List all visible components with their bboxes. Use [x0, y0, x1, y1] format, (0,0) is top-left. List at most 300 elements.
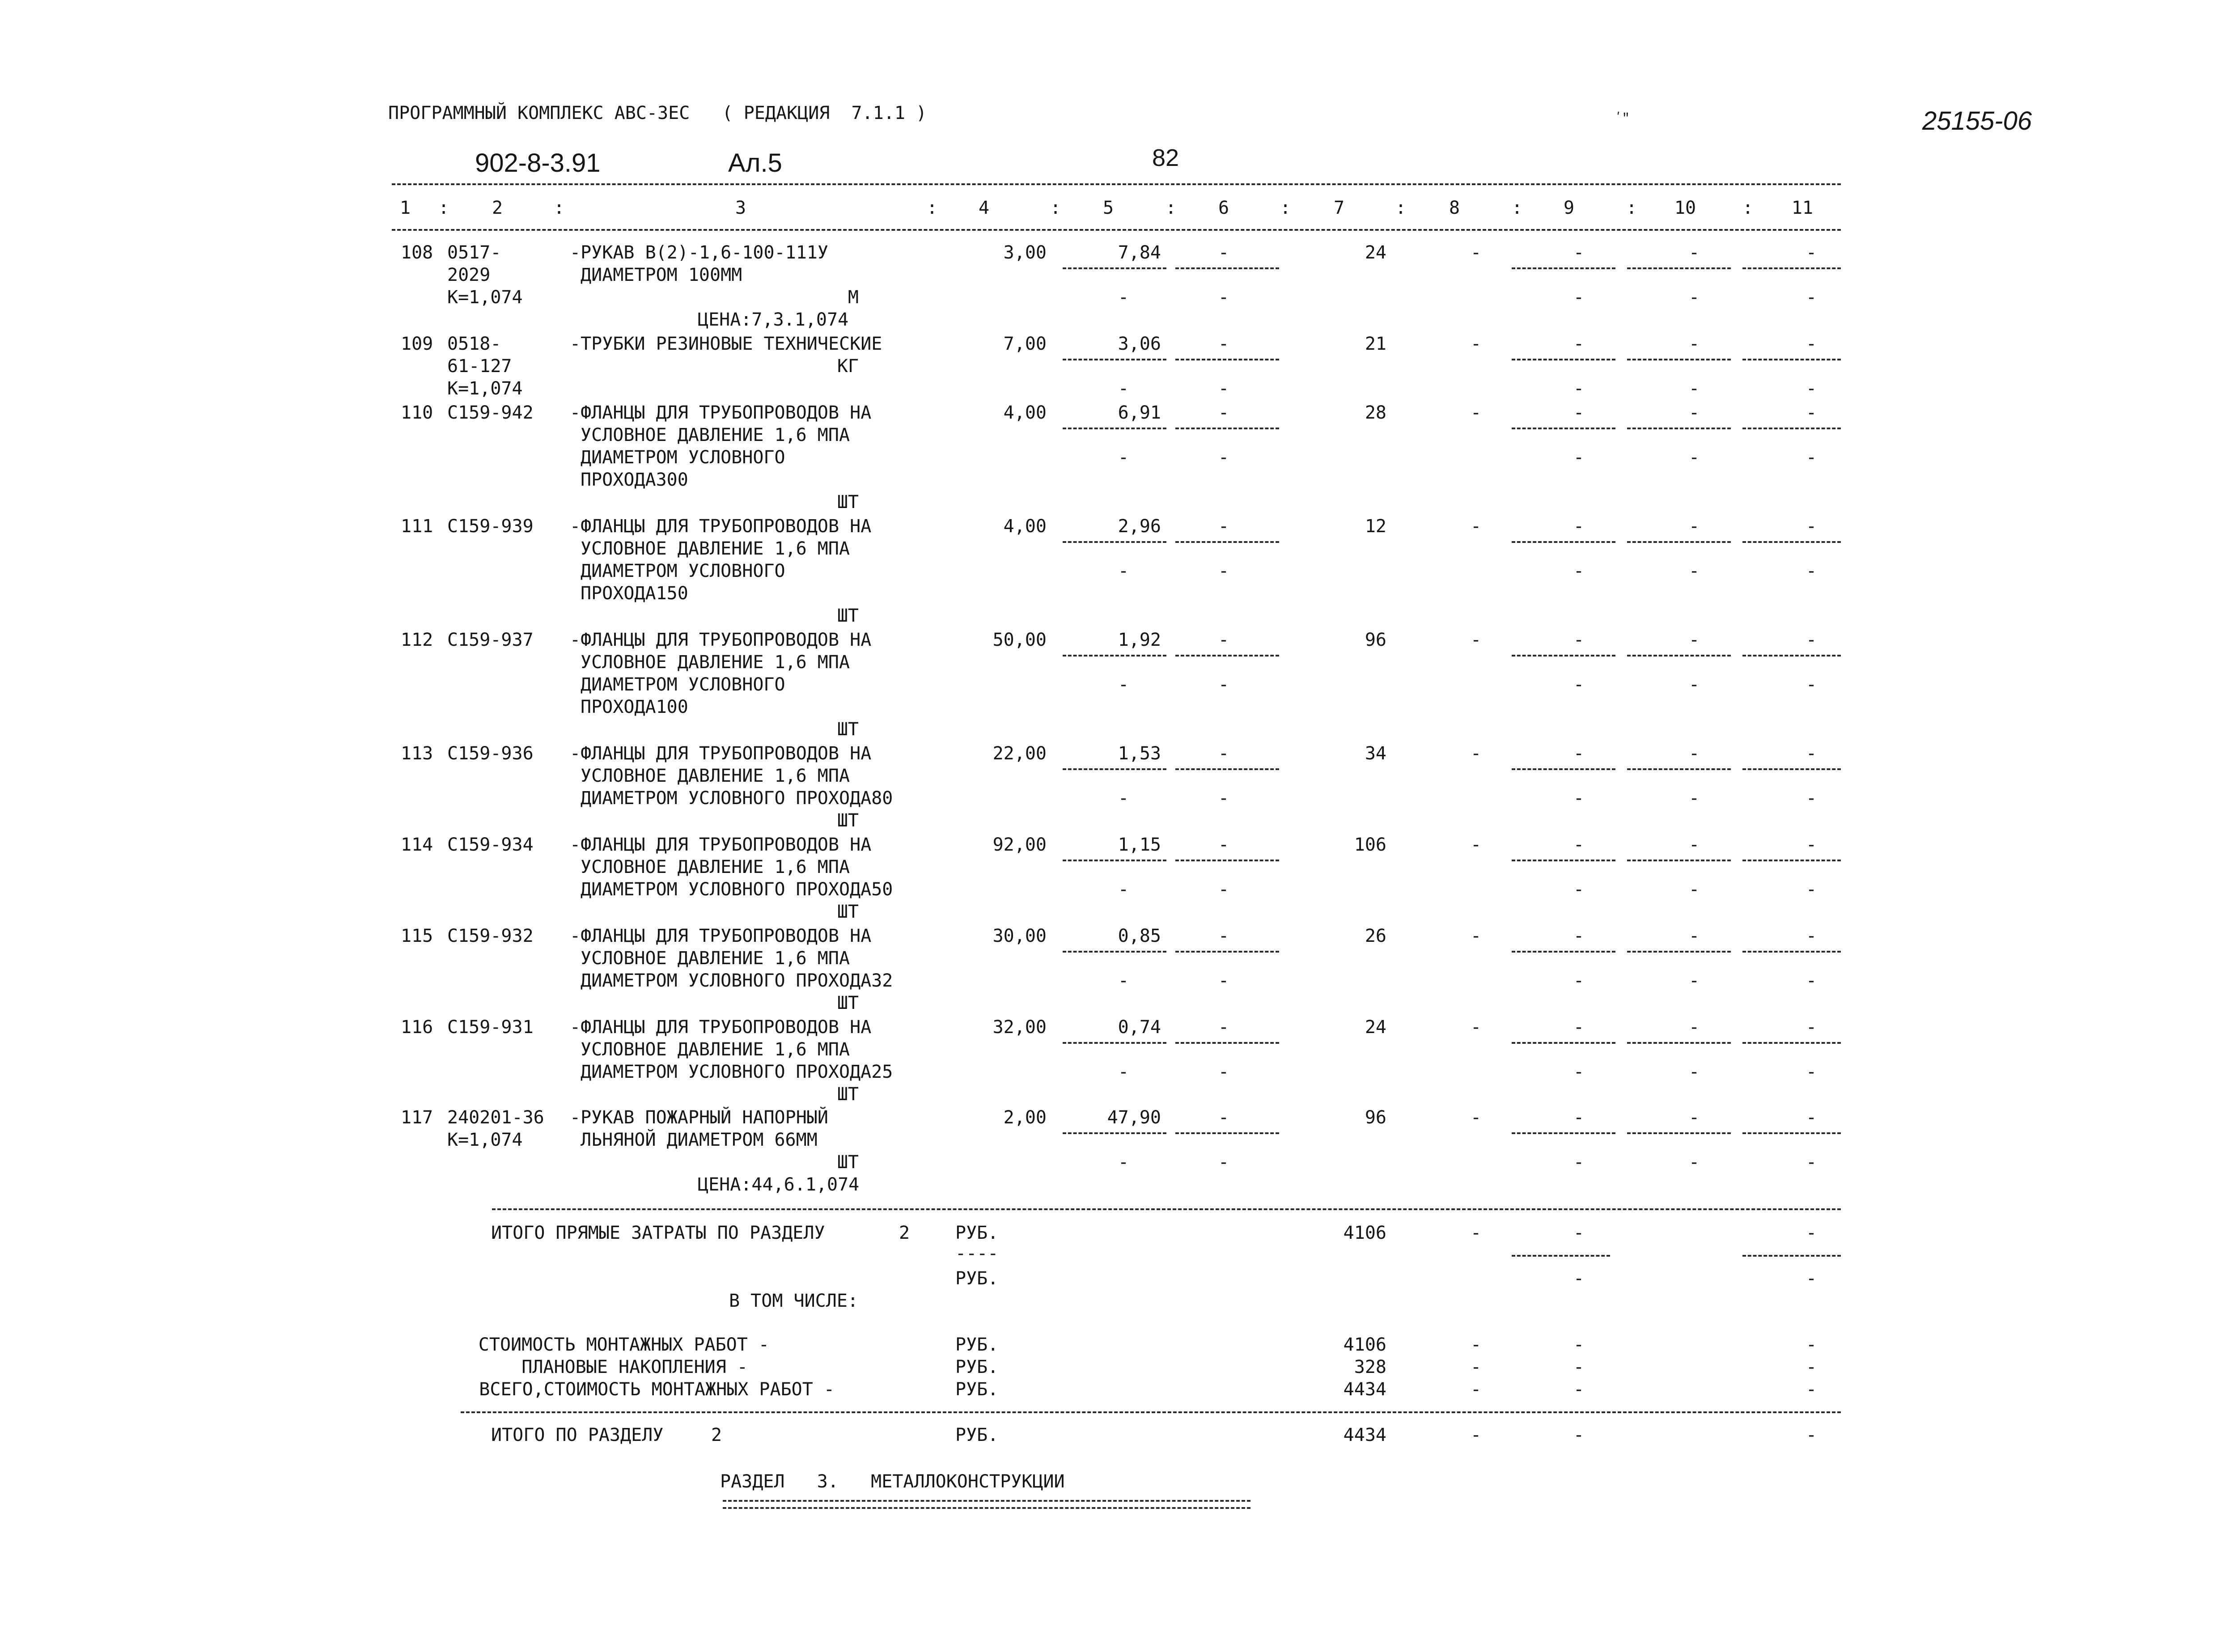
- column-header-6: 6: [1218, 198, 1229, 218]
- direct-costs-col11: -: [1806, 1223, 1817, 1243]
- row-subtotal-rule: [1512, 1132, 1615, 1134]
- row-col10: -: [1688, 242, 1700, 263]
- row-col9: -: [1573, 516, 1585, 537]
- archive-number: 25155-06: [1922, 106, 2032, 136]
- row-unit-price: 1,92: [1118, 630, 1161, 650]
- row-subtotal-rule: [1512, 951, 1615, 953]
- program-title: ПРОГРАММНЫЙ КОМПЛЕКС АВС-3ЕС ( РЕДАКЦИЯ 7.1.1 ): [388, 103, 927, 123]
- direct-costs-section: 2: [899, 1223, 910, 1243]
- row-total: 34: [1365, 743, 1386, 764]
- row-col10-b: -: [1688, 287, 1700, 308]
- row-col6-b: -: [1218, 1152, 1229, 1173]
- row-code-line: К=1,074: [447, 1130, 523, 1150]
- row-quantity: 4,00: [1003, 516, 1047, 537]
- row-description-line: -РУКАВ В(2)-1,6-100-111У: [570, 242, 828, 263]
- install-cost-label: СТОИМОСТЬ МОНТАЖНЫХ РАБОТ -: [478, 1334, 769, 1355]
- row-subtotal-rule: [1063, 359, 1166, 360]
- column-separator: :: [1395, 198, 1407, 218]
- row-description-line: -ФЛАНЦЫ ДЛЯ ТРУБОПРОВОДОВ НА: [570, 630, 872, 650]
- row-col5-b: -: [1118, 1152, 1129, 1173]
- direct-costs-currency-rule: ----: [955, 1243, 999, 1264]
- row-subtotal-rule: [1063, 860, 1166, 861]
- row-description-line: ДИАМЕТРОМ УСЛОВНОГО ПРОХОДА32: [581, 970, 893, 991]
- row-total: 26: [1365, 926, 1386, 946]
- row-col11: -: [1806, 242, 1817, 263]
- row-quantity: 7,00: [1003, 334, 1047, 354]
- row-subtotal-rule: [1175, 951, 1279, 953]
- row-col6: -: [1218, 834, 1229, 855]
- install-cost-col9: -: [1573, 1334, 1585, 1355]
- row-col6: -: [1218, 242, 1229, 263]
- table-top-rule: [392, 183, 1841, 185]
- column-header-2: 2: [492, 198, 503, 218]
- row-col11: -: [1806, 743, 1817, 764]
- row-col9: -: [1573, 926, 1585, 946]
- row-total: 21: [1365, 334, 1386, 354]
- row-price-note: ЦЕНА:7,3.1,074: [698, 309, 849, 330]
- row-quantity: 22,00: [992, 743, 1047, 764]
- row-description-line: -ФЛАНЦЫ ДЛЯ ТРУБОПРОВОДОВ НА: [570, 516, 872, 537]
- corner-mark: ʹʺ: [1615, 110, 1630, 125]
- row-col9-b: -: [1573, 378, 1585, 399]
- section-total-currency: РУБ.: [955, 1425, 999, 1445]
- row-subtotal-rule: [1175, 267, 1279, 269]
- row-subtotal-rule: [1742, 655, 1841, 657]
- row-col9-b: -: [1573, 879, 1585, 900]
- row-col11-b: -: [1806, 447, 1817, 468]
- row-col10-b: -: [1688, 879, 1700, 900]
- row-subtotal-rule: [1512, 1042, 1615, 1044]
- column-header-10: 10: [1674, 198, 1696, 218]
- row-description-line: ДИАМЕТРОМ УСЛОВНОГО ПРОХОДА80: [581, 788, 893, 809]
- row-description-line: -ФЛАНЦЫ ДЛЯ ТРУБОПРОВОДОВ НА: [570, 926, 872, 946]
- row-quantity: 4,00: [1003, 402, 1047, 423]
- row-unit: М: [848, 287, 859, 308]
- row-unit-price: 3,06: [1118, 334, 1161, 354]
- row-col10: -: [1688, 1107, 1700, 1128]
- row-subtotal-rule: [1063, 428, 1166, 429]
- row-number: 115: [401, 926, 433, 946]
- row-col10-b: -: [1688, 1062, 1700, 1082]
- row-unit-price: 0,85: [1118, 926, 1161, 946]
- total-install-label: ВСЕГО,СТОИМОСТЬ МОНТАЖНЫХ РАБОТ -: [479, 1379, 835, 1400]
- install-cost-value: 4106: [1343, 1334, 1386, 1355]
- row-subtotal-rule: [1627, 768, 1731, 770]
- row-col10-b: -: [1688, 378, 1700, 399]
- row-unit: ШТ: [837, 492, 859, 513]
- row-quantity: 32,00: [992, 1017, 1047, 1038]
- row-description-line: УСЛОВНОЕ ДАВЛЕНИЕ 1,6 МПА: [581, 652, 850, 673]
- next-section-title: РАЗДЕЛ 3. МЕТАЛЛОКОНСТРУКЦИИ: [720, 1471, 1065, 1492]
- row-number: 112: [401, 630, 433, 650]
- row-col5-b: -: [1118, 561, 1129, 581]
- row-col5-b: -: [1118, 788, 1129, 809]
- column-header-9: 9: [1563, 198, 1575, 218]
- row-description-line: -ФЛАНЦЫ ДЛЯ ТРУБОПРОВОДОВ НА: [570, 1017, 872, 1038]
- row-total: 24: [1365, 242, 1386, 263]
- row-description-line: УСЛОВНОЕ ДАВЛЕНИЕ 1,6 МПА: [581, 766, 850, 786]
- row-subtotal-rule: [1627, 951, 1731, 953]
- row-col10-b: -: [1688, 970, 1700, 991]
- row-col9: -: [1573, 630, 1585, 650]
- row-subtotal-rule: [1512, 541, 1615, 543]
- direct-costs-currency: РУБ.: [955, 1223, 999, 1243]
- row-total: 28: [1365, 402, 1386, 423]
- column-header-8: 8: [1449, 198, 1460, 218]
- section-total-value: 4434: [1343, 1425, 1386, 1445]
- row-code-line: С159-937: [447, 630, 534, 650]
- row-subtotal-rule: [1512, 768, 1615, 770]
- row-col10-b: -: [1688, 674, 1700, 695]
- planned-savings-col9: -: [1573, 1357, 1585, 1377]
- row-subtotal-rule: [1175, 541, 1279, 543]
- row-code-line: 0518-: [447, 334, 501, 354]
- row-col6-b: -: [1218, 287, 1229, 308]
- row-total: 12: [1365, 516, 1386, 537]
- column-separator: :: [1742, 198, 1754, 218]
- row-code-line: С159-934: [447, 834, 534, 855]
- row-unit-price: 0,74: [1118, 1017, 1161, 1038]
- row-subtotal-rule: [1175, 428, 1279, 429]
- direct-costs-currency-2: РУБ.: [955, 1268, 999, 1289]
- row-description-line: -ФЛАНЦЫ ДЛЯ ТРУБОПРОВОДОВ НА: [570, 834, 872, 855]
- row-subtotal-rule: [1512, 655, 1615, 657]
- row-subtotal-rule: [1175, 1132, 1279, 1134]
- row-col5-b: -: [1118, 378, 1129, 399]
- row-total: 106: [1354, 834, 1386, 855]
- row-unit: ШТ: [837, 1084, 859, 1105]
- row-description-line: ЛЬНЯНОЙ ДИАМЕТРОМ 66ММ: [581, 1130, 818, 1150]
- row-col11-b: -: [1806, 287, 1817, 308]
- column-separator: :: [1166, 198, 1177, 218]
- row-col8: -: [1470, 926, 1482, 946]
- row-col6-b: -: [1218, 561, 1229, 581]
- row-unit: ШТ: [837, 719, 859, 740]
- row-subtotal-rule: [1742, 1042, 1841, 1044]
- row-subtotal-rule: [1742, 267, 1841, 269]
- column-header-3: 3: [735, 198, 746, 218]
- row-col6: -: [1218, 926, 1229, 946]
- row-col6: -: [1218, 1017, 1229, 1038]
- direct-costs-col8: -: [1470, 1223, 1482, 1243]
- row-subtotal-rule: [1627, 1042, 1731, 1044]
- row-price-note: ЦЕНА:44,6.1,074: [698, 1174, 860, 1195]
- total-install-currency: РУБ.: [955, 1379, 999, 1400]
- row-col6: -: [1218, 334, 1229, 354]
- row-col11-b: -: [1806, 1062, 1817, 1082]
- row-col9: -: [1573, 242, 1585, 263]
- row-col11: -: [1806, 1017, 1817, 1038]
- totals-top-rule: [492, 1208, 1841, 1210]
- row-col11-b: -: [1806, 1152, 1817, 1173]
- row-number: 111: [401, 516, 433, 537]
- row-quantity: 92,00: [992, 834, 1047, 855]
- column-separator: :: [1626, 198, 1637, 218]
- row-quantity: 50,00: [992, 630, 1047, 650]
- row-col8: -: [1470, 1107, 1482, 1128]
- row-code-line: С159-942: [447, 402, 534, 423]
- row-subtotal-rule: [1627, 541, 1731, 543]
- total-install-col11: -: [1806, 1379, 1817, 1400]
- row-col6-b: -: [1218, 447, 1229, 468]
- row-number: 108: [401, 242, 433, 263]
- row-number: 117: [401, 1107, 433, 1128]
- row-col6: -: [1218, 743, 1229, 764]
- row-col8: -: [1470, 334, 1482, 354]
- total-install-value: 4434: [1343, 1379, 1386, 1400]
- row-quantity: 3,00: [1003, 242, 1047, 263]
- row-unit-price: 1,15: [1118, 834, 1161, 855]
- column-separator: :: [927, 198, 938, 218]
- row-unit: ШТ: [837, 1152, 859, 1173]
- row-subtotal-rule: [1627, 860, 1731, 861]
- section-total-number: 2: [711, 1425, 722, 1445]
- direct-costs-col9-rule: [1512, 1255, 1610, 1257]
- row-unit-price: 7,84: [1118, 242, 1161, 263]
- row-col10-b: -: [1688, 561, 1700, 581]
- row-unit: ШТ: [837, 993, 859, 1013]
- direct-costs-col11-b: -: [1806, 1268, 1817, 1289]
- row-total: 96: [1365, 1107, 1386, 1128]
- planned-savings-currency: РУБ.: [955, 1357, 999, 1377]
- row-subtotal-rule: [1742, 359, 1841, 360]
- row-subtotal-rule: [1175, 655, 1279, 657]
- row-col6-b: -: [1218, 378, 1229, 399]
- row-description-line: УСЛОВНОЕ ДАВЛЕНИЕ 1,6 МПА: [581, 538, 850, 559]
- row-col6-b: -: [1218, 1062, 1229, 1082]
- row-col8: -: [1470, 242, 1482, 263]
- row-description-line: УСЛОВНОЕ ДАВЛЕНИЕ 1,6 МПА: [581, 1039, 850, 1060]
- row-col11-b: -: [1806, 378, 1817, 399]
- row-col9: -: [1573, 834, 1585, 855]
- row-subtotal-rule: [1627, 655, 1731, 657]
- row-description-line: -ФЛАНЦЫ ДЛЯ ТРУБОПРОВОДОВ НА: [570, 402, 872, 423]
- row-col8: -: [1470, 743, 1482, 764]
- column-header-4: 4: [978, 198, 990, 218]
- row-code-line: С159-939: [447, 516, 534, 537]
- row-col11: -: [1806, 926, 1817, 946]
- row-unit-price: 47,90: [1107, 1107, 1161, 1128]
- column-separator: :: [1280, 198, 1291, 218]
- row-col10: -: [1688, 834, 1700, 855]
- row-col11-b: -: [1806, 879, 1817, 900]
- section-total-col9: -: [1573, 1425, 1585, 1445]
- column-header-1: 1: [399, 198, 411, 218]
- row-description-line: УСЛОВНОЕ ДАВЛЕНИЕ 1,6 МПА: [581, 425, 850, 445]
- row-col5-b: -: [1118, 1062, 1129, 1082]
- row-col10-b: -: [1688, 788, 1700, 809]
- row-col9: -: [1573, 1017, 1585, 1038]
- row-number: 114: [401, 834, 433, 855]
- row-code-line: 2029: [447, 265, 491, 285]
- row-subtotal-rule: [1627, 359, 1731, 360]
- row-description-line: ПРОХОДА300: [581, 470, 688, 490]
- row-subtotal-rule: [1742, 428, 1841, 429]
- row-unit-price: 2,96: [1118, 516, 1161, 537]
- document-code: 902-8-3.91: [475, 148, 601, 178]
- row-description-line: ДИАМЕТРОМ 100ММ: [581, 265, 742, 285]
- row-description-line: ДИАМЕТРОМ УСЛОВНОГО ПРОХОДА25: [581, 1062, 893, 1082]
- row-unit-price: 6,91: [1118, 402, 1161, 423]
- row-col6-b: -: [1218, 788, 1229, 809]
- row-col5-b: -: [1118, 287, 1129, 308]
- row-description-line: ДИАМЕТРОМ УСЛОВНОГО: [581, 447, 785, 468]
- row-col8: -: [1470, 834, 1482, 855]
- row-col5-b: -: [1118, 674, 1129, 695]
- including-label: В ТОМ ЧИСЛЕ:: [729, 1291, 858, 1311]
- install-cost-col8: -: [1470, 1334, 1482, 1355]
- direct-costs-col9-b: -: [1573, 1268, 1585, 1289]
- column-header-11: 11: [1791, 198, 1814, 218]
- row-subtotal-rule: [1512, 359, 1615, 360]
- row-col11: -: [1806, 334, 1817, 354]
- install-cost-col11: -: [1806, 1334, 1817, 1355]
- row-col8: -: [1470, 516, 1482, 537]
- row-col11: -: [1806, 834, 1817, 855]
- row-description-line: -ТРУБКИ РЕЗИНОВЫЕ ТЕХНИЧЕСКИЕ: [570, 334, 882, 354]
- row-subtotal-rule: [1742, 951, 1841, 953]
- row-subtotal-rule: [1742, 541, 1841, 543]
- row-subtotal-rule: [1512, 860, 1615, 861]
- row-total: 96: [1365, 630, 1386, 650]
- row-col11-b: -: [1806, 970, 1817, 991]
- row-code-line: 240201-36: [447, 1107, 544, 1128]
- row-col5-b: -: [1118, 447, 1129, 468]
- column-separator: :: [438, 198, 449, 218]
- planned-savings-value: 328: [1354, 1357, 1386, 1377]
- direct-costs-value: 4106: [1343, 1223, 1386, 1243]
- direct-costs-label: ИТОГО ПРЯМЫЕ ЗАТРАТЫ ПО РАЗДЕЛУ: [491, 1223, 825, 1243]
- planned-savings-col11: -: [1806, 1357, 1817, 1377]
- row-code-line: 0517-: [447, 242, 501, 263]
- row-subtotal-rule: [1742, 768, 1841, 770]
- row-subtotal-rule: [1175, 359, 1279, 360]
- section-total-rule: [461, 1411, 1841, 1413]
- row-subtotal-rule: [1063, 1132, 1166, 1134]
- row-subtotal-rule: [1512, 267, 1615, 269]
- row-code-line: С159-931: [447, 1017, 534, 1038]
- row-col10: -: [1688, 516, 1700, 537]
- row-subtotal-rule: [1063, 1042, 1166, 1044]
- row-col6: -: [1218, 630, 1229, 650]
- row-col9-b: -: [1573, 287, 1585, 308]
- row-subtotal-rule: [1627, 428, 1731, 429]
- row-description-line: УСЛОВНОЕ ДАВЛЕНИЕ 1,6 МПА: [581, 948, 850, 969]
- row-col10: -: [1688, 630, 1700, 650]
- row-subtotal-rule: [1627, 267, 1731, 269]
- header-bottom-rule: [392, 229, 1841, 231]
- row-subtotal-rule: [1063, 951, 1166, 953]
- column-separator: :: [1050, 198, 1061, 218]
- direct-costs-col9: -: [1573, 1223, 1585, 1243]
- row-unit: КГ: [837, 356, 859, 377]
- row-col9-b: -: [1573, 970, 1585, 991]
- row-number: 113: [401, 743, 433, 764]
- page-number: 82: [1152, 144, 1179, 171]
- row-description-line: ПРОХОДА150: [581, 583, 688, 604]
- row-col9-b: -: [1573, 674, 1585, 695]
- row-subtotal-rule: [1175, 768, 1279, 770]
- row-col6: -: [1218, 516, 1229, 537]
- row-code-line: 61-127: [447, 356, 512, 377]
- row-col5-b: -: [1118, 970, 1129, 991]
- direct-costs-col11-rule: [1742, 1255, 1841, 1257]
- row-col9-b: -: [1573, 1152, 1585, 1173]
- row-subtotal-rule: [1175, 860, 1279, 861]
- row-code-line: К=1,074: [447, 287, 523, 308]
- row-subtotal-rule: [1175, 1042, 1279, 1044]
- row-col9: -: [1573, 1107, 1585, 1128]
- row-subtotal-rule: [1063, 267, 1166, 269]
- row-col11: -: [1806, 516, 1817, 537]
- row-description-line: ДИАМЕТРОМ УСЛОВНОГО ПРОХОДА50: [581, 879, 893, 900]
- row-col10: -: [1688, 1017, 1700, 1038]
- row-col11: -: [1806, 630, 1817, 650]
- section-total-label: ИТОГО ПО РАЗДЕЛУ: [491, 1425, 664, 1445]
- row-subtotal-rule: [1063, 768, 1166, 770]
- next-section-double-underline: [723, 1500, 1250, 1509]
- row-description-line: ПРОХОДА100: [581, 697, 688, 717]
- row-code-line: С159-932: [447, 926, 534, 946]
- row-subtotal-rule: [1063, 541, 1166, 543]
- column-header-5: 5: [1102, 198, 1114, 218]
- row-col9-b: -: [1573, 1062, 1585, 1082]
- total-install-col8: -: [1470, 1379, 1482, 1400]
- row-col10: -: [1688, 926, 1700, 946]
- row-col11: -: [1806, 402, 1817, 423]
- row-number: 109: [401, 334, 433, 354]
- row-subtotal-rule: [1512, 428, 1615, 429]
- planned-savings-col8: -: [1470, 1357, 1482, 1377]
- planned-savings-label: ПЛАНОВЫЕ НАКОПЛЕНИЯ -: [521, 1357, 748, 1377]
- row-col6-b: -: [1218, 970, 1229, 991]
- row-col5-b: -: [1118, 879, 1129, 900]
- row-total: 24: [1365, 1017, 1386, 1038]
- row-subtotal-rule: [1742, 1132, 1841, 1134]
- row-description-line: -ФЛАНЦЫ ДЛЯ ТРУБОПРОВОДОВ НА: [570, 743, 872, 764]
- section-total-col11: -: [1806, 1425, 1817, 1445]
- column-separator: :: [1512, 198, 1523, 218]
- row-col9: -: [1573, 402, 1585, 423]
- row-col9-b: -: [1573, 788, 1585, 809]
- row-quantity: 30,00: [992, 926, 1047, 946]
- row-col6-b: -: [1218, 879, 1229, 900]
- row-col10: -: [1688, 334, 1700, 354]
- row-number: 116: [401, 1017, 433, 1038]
- row-unit: ШТ: [837, 902, 859, 922]
- row-col11-b: -: [1806, 788, 1817, 809]
- column-separator: :: [554, 198, 565, 218]
- row-col11-b: -: [1806, 561, 1817, 581]
- row-col11-b: -: [1806, 674, 1817, 695]
- row-col9: -: [1573, 334, 1585, 354]
- row-number: 110: [401, 402, 433, 423]
- row-col10: -: [1688, 743, 1700, 764]
- row-description-line: УСЛОВНОЕ ДАВЛЕНИЕ 1,6 МПА: [581, 857, 850, 877]
- row-unit: ШТ: [837, 606, 859, 626]
- sheet-number: Ал.5: [728, 148, 782, 178]
- row-col11: -: [1806, 1107, 1817, 1128]
- row-unit: ШТ: [837, 810, 859, 831]
- row-col9-b: -: [1573, 561, 1585, 581]
- row-code-line: С159-936: [447, 743, 534, 764]
- row-unit-price: 1,53: [1118, 743, 1161, 764]
- row-description-line: ДИАМЕТРОМ УСЛОВНОГО: [581, 674, 785, 695]
- row-col10-b: -: [1688, 1152, 1700, 1173]
- row-code-line: К=1,074: [447, 378, 523, 399]
- row-col9-b: -: [1573, 447, 1585, 468]
- section-total-col8: -: [1470, 1425, 1482, 1445]
